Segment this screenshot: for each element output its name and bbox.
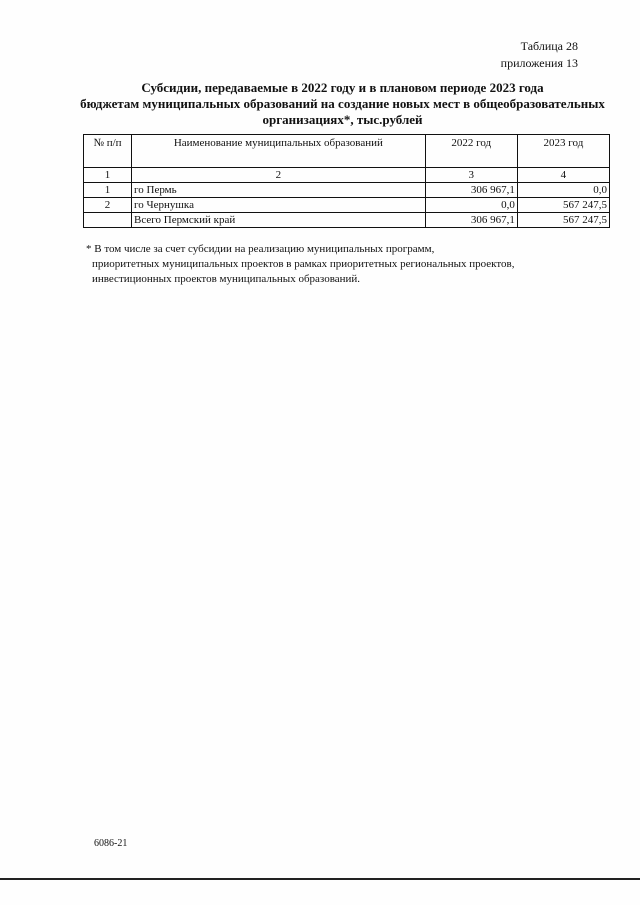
table-total-row [84,213,610,228]
row-municipality: го Чернушка [132,198,426,213]
row-value-2022: 0,0 [425,198,517,213]
footnote-line-1: * В том числе за счет субсидии на реализацию муниципальных программ, [86,243,435,255]
colnum-3: 3 [425,168,517,183]
header-2023: 2023 год [517,135,609,168]
row-value-2023: 567 247,5 [517,198,609,213]
footnote [86,242,586,287]
colnum-1: 1 [84,168,132,183]
row-number: 2 [84,198,132,213]
colnum-2: 2 [132,168,426,183]
title-line-3: организациях*, тыс.рублей [262,112,423,127]
table-row [84,198,610,213]
header-2022: 2022 год [425,135,517,168]
document-code: 6086-21 [94,838,128,849]
table-reference [501,38,578,72]
document-title [70,80,615,128]
title-line-2: бюджетам муниципальных образований на создание новых мест в общеобразовательных [80,96,605,111]
row-value-2022: 306 967,1 [425,183,517,198]
row-number [84,213,132,228]
colnum-4: 4 [517,168,609,183]
footnote-line-3: инвестиционных проектов муниципальных образований. [92,273,361,285]
row-municipality: го Пермь [132,183,426,198]
column-number-row [84,168,610,183]
header-municipality: Наименование муниципальных образований [132,135,426,168]
bottom-divider [0,878,640,880]
header-number: № п/п [84,135,132,168]
table-header-row [84,135,610,168]
row-value-2023: 567 247,5 [517,213,609,228]
row-number: 1 [84,183,132,198]
subsidies-table [83,134,610,228]
table-row [84,183,610,198]
row-value-2022: 306 967,1 [425,213,517,228]
table-number: Таблица 28 [520,39,578,53]
title-line-1: Субсидии, передаваемые в 2022 году и в плановом периоде 2023 года [141,80,544,95]
row-municipality: Всего Пермский край [132,213,426,228]
row-value-2023: 0,0 [517,183,609,198]
footnote-line-2: приоритетных муниципальных проектов в рамках приоритетных региональных проектов, [92,258,515,270]
appendix-number: приложения 13 [500,56,578,70]
